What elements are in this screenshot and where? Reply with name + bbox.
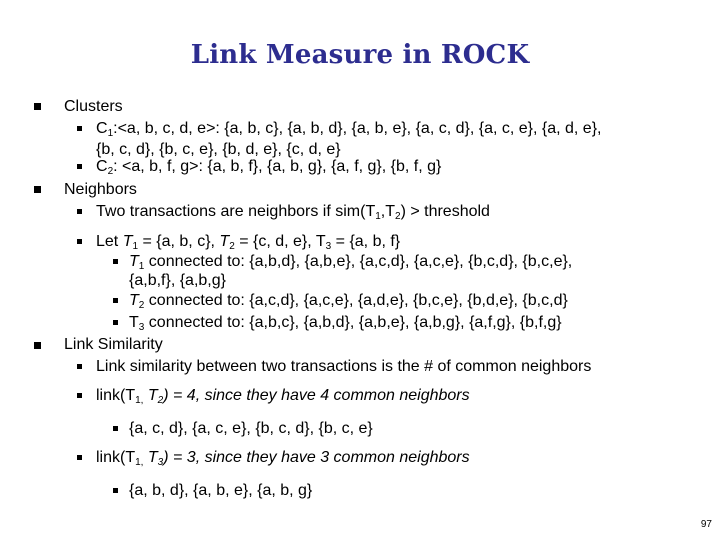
neighbors-heading: Neighbors [64, 181, 137, 198]
bullet-icon [113, 259, 118, 264]
bullet-icon [34, 186, 41, 193]
link-t1-t3-line: $link(T_{1,}$ $T_3) = 3$, since they have 3 common neighbors [96, 449, 470, 468]
t3-connected-line: $T_3$ connected to: {a,b,c}, {a,b,d}, {a,b,e}, {a,b,g}, {a,f,g}, {b,f,g} [129, 314, 562, 333]
cluster-c1-continuation: {b, c, d}, {b, c, e}, {b, d, e}, {c, d, e} [96, 141, 341, 158]
bullet-icon [113, 320, 118, 325]
link-similarity-definition: Link similarity between two transactions is the # of common neighbors [96, 358, 592, 375]
t1-connected-line: $T_1$ connected to: {a,b,d}, {a,b,e}, {a,c,d}, {a,c,e}, {b,c,d}, {b,c,e}, [129, 253, 573, 272]
t2-connected-line: $T_2$ connected to: {a,c,d}, {a,c,e}, {a,d,e}, {b,c,e}, {b,d,e}, {b,c,d} [129, 292, 568, 311]
bullet-icon [113, 298, 118, 303]
link-t1-t2-neighbors: {a, c, d}, {a, c, e}, {b, c, d}, {b, c, e} [129, 420, 373, 437]
bullet-icon [34, 103, 41, 110]
bullet-icon [77, 126, 82, 131]
bullet-icon [77, 209, 82, 214]
bullet-icon [113, 488, 118, 493]
cluster-c2-line: $C_2$: <a, b, f, g>: {a, b, f}, {a, b, g}, {a, f, g}, {b, f, g} [96, 158, 442, 177]
link-similarity-heading: Link Similarity [64, 336, 163, 353]
bullet-icon [113, 426, 118, 431]
t1-connected-continuation: {a,b,f}, {a,b,g} [129, 272, 226, 289]
bullet-icon [77, 164, 82, 169]
page-number: 97 [700, 519, 712, 530]
neighbors-definition: Two transactions are neighbors if $sim(T_1,T_2)$ > threshold [96, 203, 490, 222]
let-transactions-line: Let $T_1 = \{a$, b, c}, $T_2 = \{c$, d, e}, $T_3 = \{a$, b, f} [96, 233, 401, 252]
link-t1-t3-neighbors: {a, b, d}, {a, b, e}, {a, b, g} [129, 482, 313, 499]
bullet-icon [77, 364, 82, 369]
bullet-icon [77, 455, 82, 460]
bullet-icon [77, 393, 82, 398]
cluster-c1-line: $C_1:<a$, b, c, d, e>: {a, b, c}, {a, b, d}, {a, b, e}, {a, c, d}, {a, c, e}, {a, d, e}, [96, 120, 602, 139]
clusters-heading: Clusters [64, 98, 123, 115]
bullet-icon [34, 342, 41, 349]
bullet-icon [77, 239, 82, 244]
link-t1-t2-line: $link(T_{1,}$ $T_2) = 4$, since they have 4 common neighbors [96, 387, 470, 406]
slide-title: Link Measure in ROCK [190, 40, 530, 70]
